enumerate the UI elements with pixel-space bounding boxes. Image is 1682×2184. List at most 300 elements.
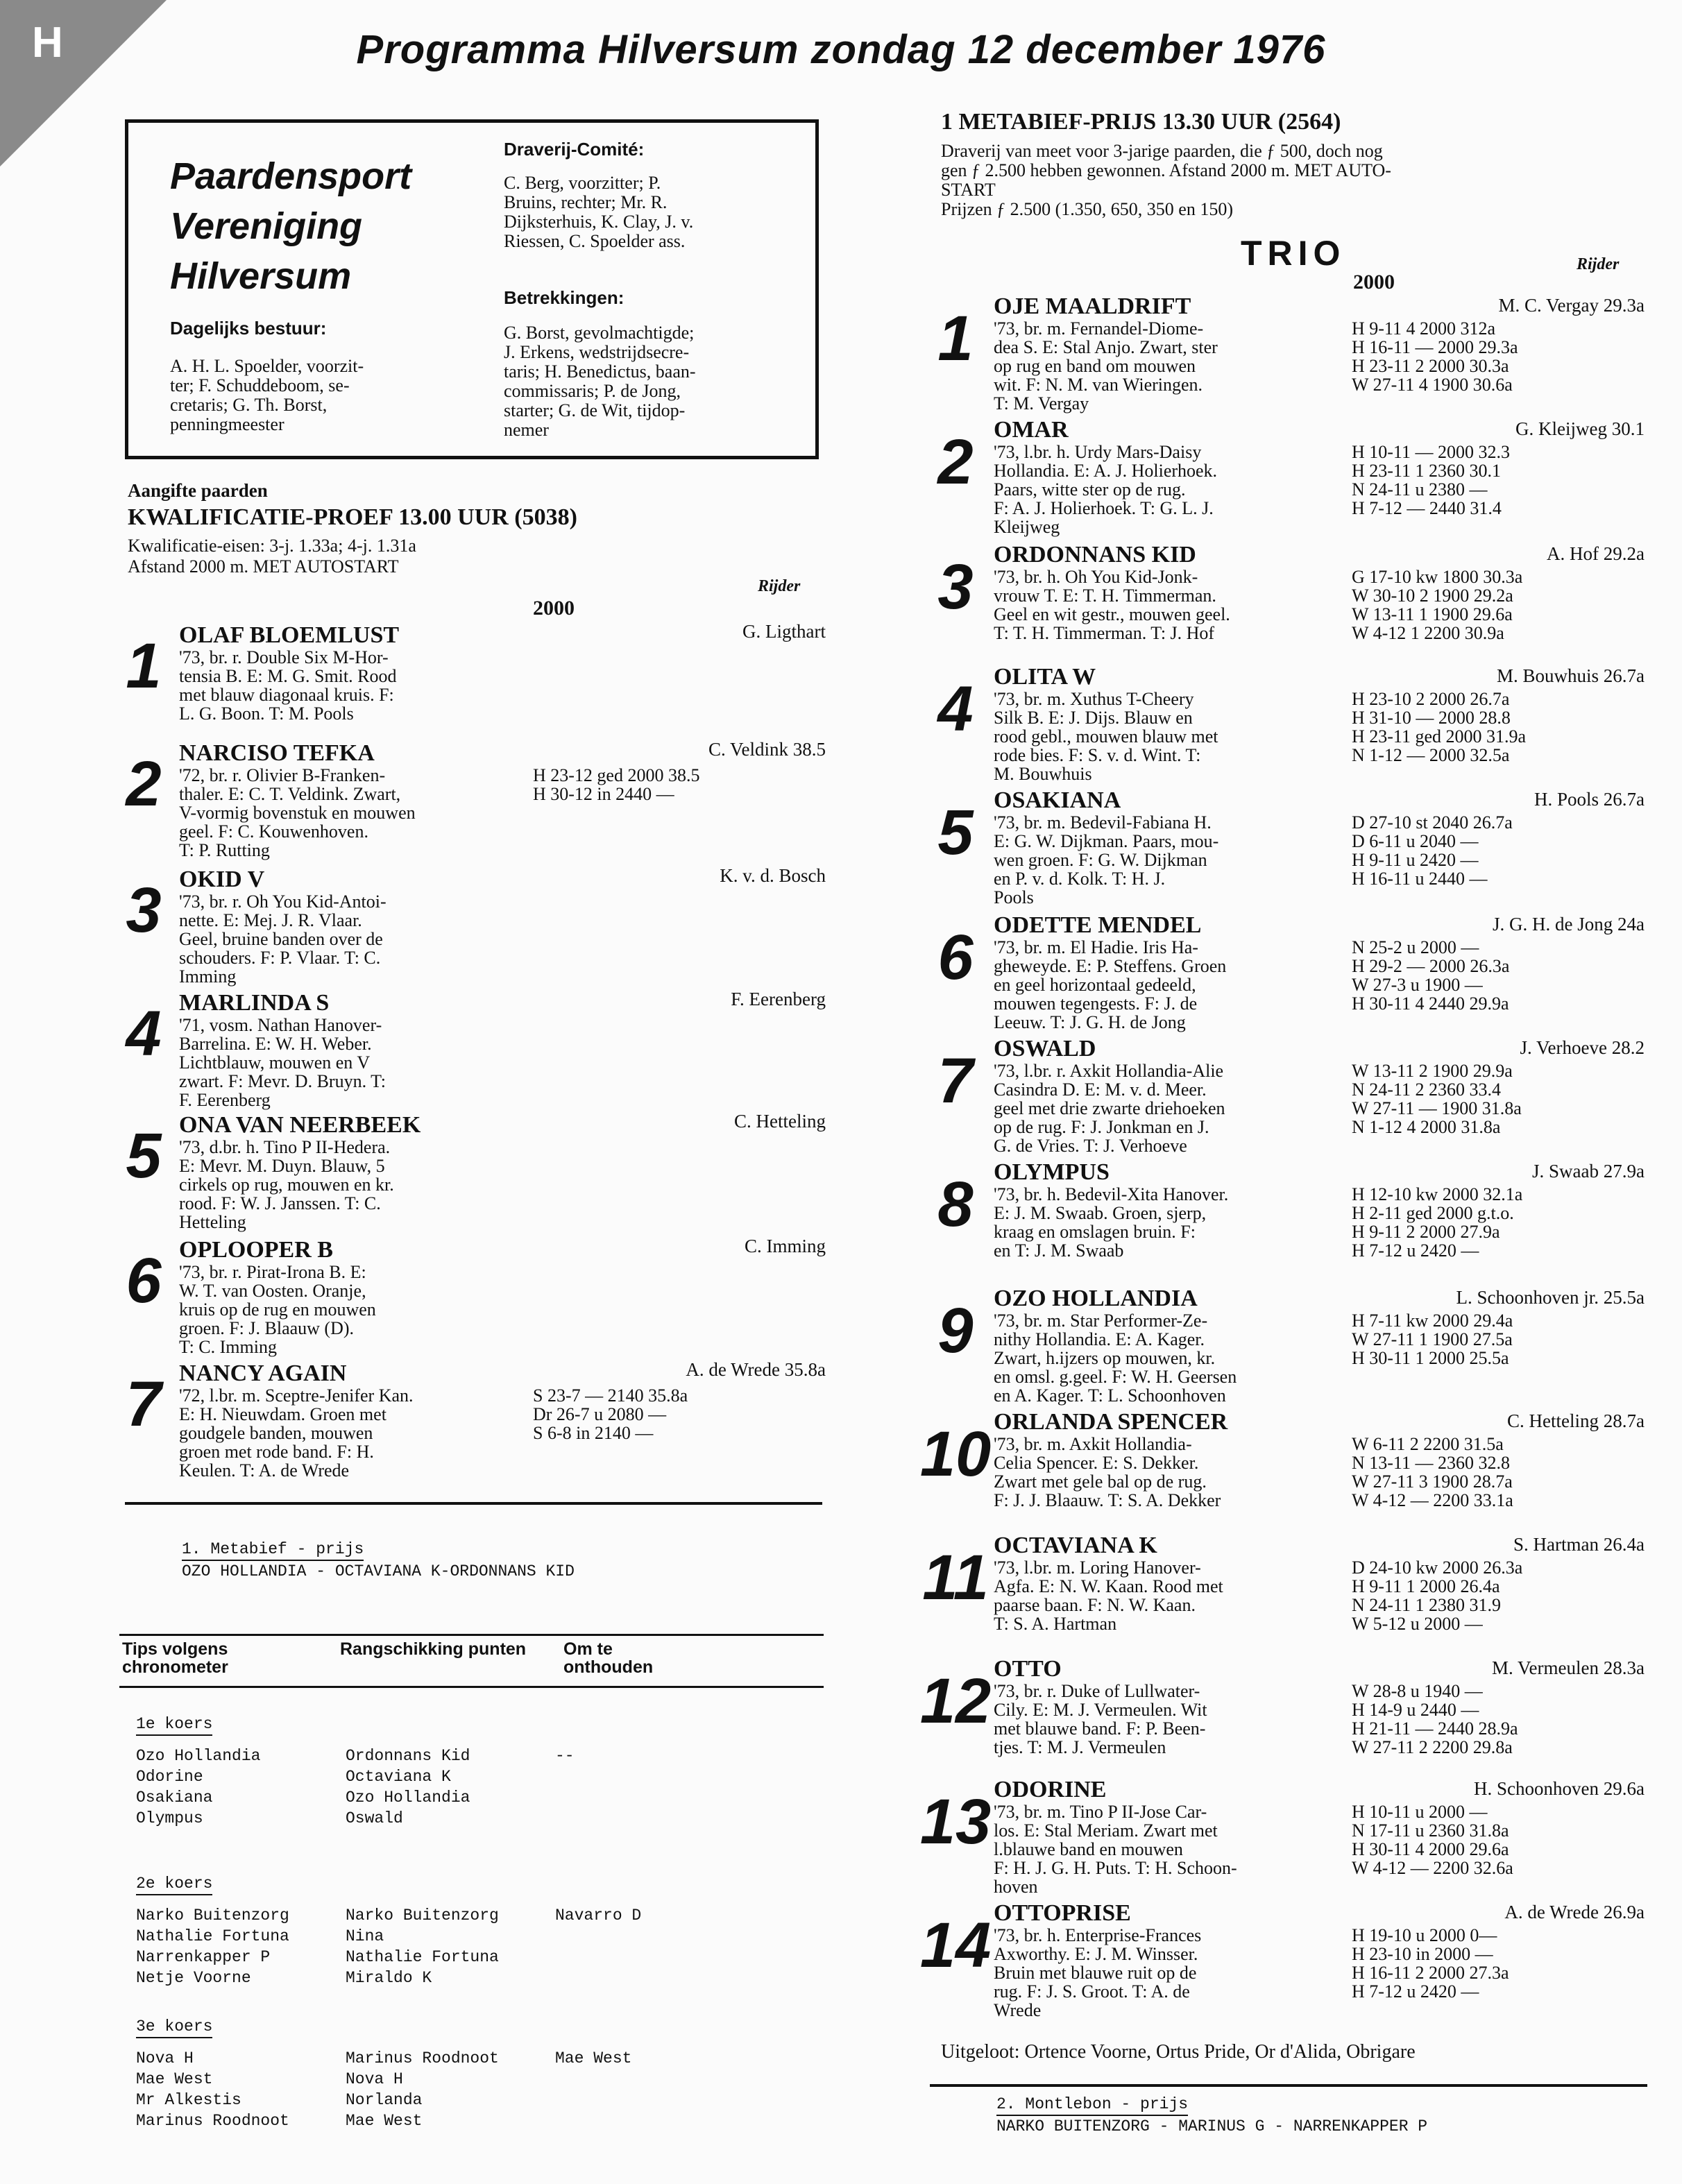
result-line: W 28-8 u 1940 — [1352,1681,1483,1701]
result-line: W 27-11 2 2200 29.8a [1352,1737,1513,1757]
horse-description [994,1682,1207,1757]
tips-column [136,1746,260,1829]
desc-line: met blauwe band. F: P. Been- [994,1718,1206,1739]
desc-line: groen. F: J. Blaauw (D). [179,1318,355,1338]
tips-entry: Osakiana [136,1789,213,1807]
desc-line: op de rug. F: J. Jonkman en J. [994,1117,1209,1137]
result-line: W 5-12 u 2000 — [1352,1614,1483,1634]
desc-line: Barrelina. E: W. H. Weber. [179,1034,372,1054]
horse-number: 10 [919,1419,992,1490]
result-line: H 29-2 — 2000 26.3a [1352,956,1510,976]
result-line: N 24-11 u 2380 — [1352,479,1488,500]
horse-results [533,1386,688,1442]
result-line: H 9-11 1 2000 26.4a [1352,1576,1500,1596]
tips-entry: Marinus Roodnoot [136,2112,289,2130]
race-label-text: 1e koers [136,1714,212,1736]
horse-name: OSWALD [994,1036,1096,1061]
horse-description [994,568,1230,642]
tips-entry: Nina [346,1927,384,1945]
tips-entry: Navarro D [555,1906,642,1925]
result-line: H 19-10 u 2000 0— [1352,1925,1497,1945]
horse-rider: C. Hetteling [734,1111,826,1132]
desc-line: T: T. H. Timmerman. T: J. Hof [994,623,1215,643]
result-line: H 14-9 u 2440 — [1352,1700,1479,1720]
tips-entry: Ozo Hollandia [346,1789,470,1807]
horse-results [1352,938,1509,1013]
tips-header-2: Rangschikking punten [340,1639,527,1659]
horse-name: OLITA W [994,664,1096,690]
result-line: H 7-12 u 2420 — [1352,1981,1479,2002]
tips-column [555,1746,575,1766]
desc-line: Silk B. E: J. Dijs. Blauw en [994,708,1193,728]
desc-line: en omsl. g.geel. F: W. H. Geersen [994,1367,1237,1387]
desc-line: nette. E: Mej. J. R. Vlaar. [179,910,362,930]
horse-results [1352,1061,1522,1136]
result-line: W 27-11 1 1900 27.5a [1352,1329,1513,1349]
result-line: H 23-10 2 2000 26.7a [1352,689,1510,709]
result-line: W 27-11 — 1900 31.8a [1352,1098,1522,1118]
tips-entry: Olympus [136,1809,203,1827]
horse-number: 5 [126,1120,162,1191]
result-line: W 4-12 1 2200 30.9a [1352,623,1504,643]
horse-rider: C. Imming [744,1236,826,1256]
horse-name: NARCISO TEFKA [179,740,375,766]
horse-name: ODETTE MENDEL [994,912,1202,938]
result-line: H 16-11 u 2440 — [1352,869,1488,889]
horse-description [994,1558,1223,1633]
tips-entry: Nova H [136,2049,194,2067]
tips-column [346,1905,499,1988]
desc-line: schouders. F: P. Vlaar. T: C. [179,948,381,968]
horse-name: OTTO [994,1656,1062,1682]
tips-header-3: Om te onthouden [563,1639,654,1677]
left-rijder-label: Rijder [758,577,801,595]
tips-entry: Netje Voorne [136,1969,251,1987]
desc-line: rood. F: W. J. Janssen. T: C. [179,1193,381,1213]
result-line: H 7-12 u 2420 — [1352,1240,1479,1261]
result-line: H 31-10 — 2000 28.8 [1352,708,1511,728]
result-line: H 10-11 — 2000 32.3 [1352,442,1510,462]
tips-entry: Mr Alkestis [136,2091,241,2109]
right-race-info: Draverij van meet voor 3-jarige paarden, die ƒ 500, doch nog gen ƒ 2.500 hebben gewonnen. Afstand 2000 m. MET AUTO- START Prijzen ƒ 2.500 (1.350, 650, 350 en 150) [941,141,1391,219]
desc-line: '73, br. m. Fernandel-Diome- [994,318,1204,339]
desc-line: tjes. T: M. J. Vermeulen [994,1737,1166,1757]
horse-rider: L. Schoonhoven jr. 25.5a [1456,1287,1645,1308]
horse-number: 2 [937,427,974,497]
horse-name: OPLOOPER B [179,1237,333,1263]
horse-rider: F. Eerenberg [731,989,826,1009]
horse-number: 3 [937,552,974,622]
desc-line: Wrede [994,2000,1042,2020]
horse-name: OSAKIANA [994,787,1121,813]
horse-description [994,938,1226,1032]
desc-line: W. T. van Oosten. Oranje, [179,1281,366,1301]
desc-line: goudgele banden, mouwen [179,1423,373,1443]
desc-line: Keulen. T: A. de Wrede [179,1460,350,1481]
horse-number: 3 [126,875,162,946]
desc-line: '73, br. m. Xuthus T-Cheery [994,689,1194,709]
tips-column [136,1905,289,1988]
desc-line: '73, br. m. Tino P II-Jose Car- [994,1802,1207,1822]
horse-description [179,1138,394,1231]
result-line: D 6-11 u 2040 — [1352,831,1479,851]
desc-line: cirkels op rug, mouwen en kr. [179,1175,394,1195]
desc-line: Pools [994,887,1034,907]
horse-rider: K. v. d. Bosch [720,865,826,886]
desc-line: E: Mevr. M. Duyn. Blauw, 5 [179,1156,385,1176]
horse-description [179,892,386,986]
result-line: H 7-12 — 2440 31.4 [1352,498,1502,518]
horse-description [994,1061,1225,1155]
desc-line: F: J. J. Blaauw. T: S. A. Dekker [994,1490,1221,1510]
result-line: W 4-12 — 2200 33.1a [1352,1490,1513,1510]
tips-entry: Miraldo K [346,1969,432,1987]
horse-description [179,1016,386,1109]
result-line: N 24-11 1 2380 31.9 [1352,1595,1501,1615]
tips-column [136,2048,289,2131]
tips-header-rule [119,1686,824,1688]
typed-note-left [182,1539,575,1582]
result-line: N 25-2 u 2000 — [1352,937,1479,957]
tips-column [555,2048,631,2069]
tips-entry: Ordonnans Kid [346,1747,470,1765]
desc-line: '72, br. r. Olivier B-Franken- [179,765,386,785]
desc-line: Celia Spencer. E: S. Dekker. [994,1453,1199,1473]
horse-results [1352,1682,1518,1757]
horse-rider: J. G. H. de Jong 24a [1493,914,1645,935]
desc-line: E: G. W. Dijkman. Paars, mou- [994,831,1219,851]
result-line: W 6-11 2 2200 31.5a [1352,1434,1504,1454]
tips-top-rule [119,1634,824,1636]
horse-name: OLYMPUS [994,1159,1110,1185]
result-line: H 12-10 kw 2000 32.1a [1352,1184,1523,1204]
desc-line: mouwen tegengests. F: J. de [994,993,1198,1014]
desc-line: L. G. Boon. T: M. Pools [179,703,354,724]
race-label [136,1873,212,1895]
result-line: H 30-11 1 2000 25.5a [1352,1348,1509,1368]
club-name-line: Hilversum [170,255,352,297]
result-line: H 9-11 2 2000 27.9a [1352,1222,1500,1242]
desc-line: Geel en wit gestr., mouwen geel. [994,604,1230,624]
desc-line: wen groen. F: G. W. Dijkman [994,850,1207,870]
desc-line: met blauw diagonaal kruis. F: [179,685,394,705]
desc-line: tensia B. E: M. G. Smit. Rood [179,666,397,686]
horse-results [1352,319,1518,394]
desc-line: Kleijweg [994,517,1060,537]
typed-note-title: 2. Montlebon - prijs [996,2094,1188,2116]
desc-line: '73, br. r. Double Six M-Hor- [179,647,389,667]
result-line: W 13-11 2 1900 29.9a [1352,1061,1513,1081]
result-line: S 23-7 — 2140 35.8a [533,1385,688,1406]
horse-rider: H. Schoonhoven 29.6a [1474,1778,1645,1799]
desc-line: F: H. J. G. H. Puts. T: H. Schoon- [994,1858,1237,1878]
race-label-text: 2e koers [136,1873,212,1895]
desc-line: T: C. Imming [179,1337,277,1357]
desc-line: '73, br. m. Star Performer-Ze- [994,1311,1208,1331]
desc-line: '73, br. h. Enterprise-Frances [994,1925,1202,1945]
horse-results [1352,1802,1513,1877]
desc-line: T: P. Rutting [179,840,270,860]
tips-header-1: Tips volgens chronometer [122,1639,228,1677]
horse-results [1352,1926,1509,2001]
desc-line: M. Bouwhuis [994,764,1092,784]
typed-note-line: OZO HOLLANDIA - OCTAVIANA K-ORDONNANS KID [182,1562,575,1580]
tips-entry: Mae West [555,2049,632,2067]
desc-line: F: A. J. Holierhoek. T: G. L. J. [994,498,1214,518]
result-line: W 27-11 4 1900 30.6a [1352,375,1513,395]
horse-number: 2 [126,749,162,819]
bestuur-title: Dagelijks bestuur: [170,318,327,339]
horse-results [1352,690,1526,765]
result-line: N 1-12 — 2000 32.5a [1352,745,1510,765]
horse-description [994,443,1217,536]
desc-line: en geel horizontaal gedeeld, [994,975,1196,995]
comite-title: Draverij-Comité: [504,139,645,160]
desc-line: G. de Vries. T: J. Verhoeve [994,1136,1187,1156]
tips-entry: Narrenkapper P [136,1948,271,1966]
horse-results [1352,813,1513,888]
desc-line: Zwart, h.ijzers op mouwen, kr. [994,1348,1216,1368]
horse-description [179,1263,376,1356]
horse-rider: A. Hof 29.2a [1547,543,1645,564]
club-name [170,151,411,301]
horse-rider: A. de Wrede 26.9a [1504,1902,1645,1922]
desc-line: '73, br. r. Pirat-Irona B. E: [179,1262,366,1282]
desc-line: '73, br. r. Duke of Lullwater- [994,1681,1200,1701]
result-line: H 16-11 — 2000 29.3a [1352,337,1518,357]
desc-line: en P. v. d. Kolk. T: H. J. [994,869,1166,889]
horse-results [1352,568,1522,642]
horse-name: OTTOPRISE [994,1900,1131,1926]
desc-line: en T: J. M. Swaab [994,1240,1124,1261]
horse-name: MARLINDA S [179,990,330,1016]
tips-entry: Odorine [136,1768,203,1786]
desc-line: Axworthy. E: J. M. Winsser. [994,1944,1198,1964]
desc-line: Leeuw. T: J. G. H. de Jong [994,1012,1186,1032]
tips-entry: Narko Buitenzorg [136,1906,289,1925]
desc-line: '72, l.br. m. Sceptre-Jenifer Kan. [179,1385,414,1406]
result-line: N 1-12 4 2000 31.8a [1352,1117,1501,1137]
tips-entry: Marinus Roodnoot [346,2049,499,2067]
result-line: D 24-10 kw 2000 26.3a [1352,1558,1523,1578]
desc-line: rood gebl., mouwen blauw met [994,726,1218,747]
tips-entry: Octaviana K [346,1768,451,1786]
horse-number: 1 [937,303,974,374]
result-line: H 23-11 1 2360 30.1 [1352,461,1501,481]
trio-label: TRIO [1241,234,1346,273]
desc-line: '73, br. r. Oh You Kid-Antoi- [179,891,386,912]
horse-name: NANCY AGAIN [179,1360,347,1386]
race-label [136,1714,212,1736]
desc-line: '73, br. h. Bedevil-Xita Hanover. [994,1184,1229,1204]
aangifte-label: Aangifte paarden [128,480,268,501]
desc-line: gheweyde. E: P. Steffens. Groen [994,956,1227,976]
left-distance: 2000 [533,597,575,620]
tips-entry: Mae West [136,2070,213,2088]
desc-line: vrouw T. E: T. H. Timmerman. [994,586,1216,606]
result-line: H 30-11 4 2440 29.9a [1352,993,1509,1014]
desc-line: Lichtblauw, mouwen en V [179,1052,371,1073]
horse-rider: C. Hetteling 28.7a [1507,1410,1645,1431]
bestuur-text: A. H. L. Spoelder, voorzit- ter; F. Schuddeboom, se- cretaris; G. Th. Borst, penningmeester [170,356,364,434]
club-name-line: Paardensport [170,155,412,197]
desc-line: geel met drie zwarte driehoeken [994,1098,1225,1118]
horse-description [179,766,416,860]
club-name-line: Vereniging [170,205,363,247]
horse-rider: S. Hartman 26.4a [1513,1534,1645,1555]
tips-entry: Nathalie Fortuna [136,1927,289,1945]
result-line: G 17-10 kw 1800 30.3a [1352,567,1523,587]
horse-rider: M. Vermeulen 28.3a [1492,1657,1645,1678]
left-race-info: Kwalificatie-eisen: 3-j. 1.33a; 4-j. 1.31a Afstand 2000 m. MET AUTOSTART [128,536,416,577]
desc-line: '73, br. m. El Hadie. Iris Ha- [994,937,1198,957]
divider-right [930,2084,1647,2087]
right-distance: 2000 [1353,271,1395,293]
desc-line: '73, l.br. r. Axkit Hollandia-Alie [994,1061,1224,1081]
horse-number: 6 [937,922,974,993]
right-rijder-label: Rijder [1577,255,1620,273]
desc-line: kruis op de rug en mouwen [179,1299,376,1320]
horse-rider: G. Kleijweg 30.1 [1515,418,1645,439]
horse-description [994,1435,1221,1510]
desc-line: E: H. Nieuwdam. Groen met [179,1404,386,1424]
right-race-heading: 1 METABIEF-PRIJS 13.30 UUR (2564) [941,109,1341,135]
horse-description [994,1185,1228,1260]
desc-line: kraag en omslagen bruin. F: [994,1222,1196,1242]
result-line: W 27-3 u 1900 — [1352,975,1483,995]
desc-line: paarse baan. F: N. W. Kaan. [994,1595,1196,1615]
horse-rider: J. Verhoeve 28.2 [1520,1037,1645,1058]
desc-line: thaler. E: C. T. Veldink. Zwart, [179,784,401,804]
horse-number: 8 [937,1169,974,1240]
horse-description [994,1926,1201,2020]
horse-name: OJE MAALDRIFT [994,293,1191,319]
horse-number: 12 [919,1666,992,1737]
desc-line: l.blauwe band en mouwen [994,1839,1183,1859]
tips-column [555,1905,641,1926]
desc-line: los. E: Stal Meriam. Zwart met [994,1820,1218,1841]
desc-line: nithy Hollandia. E: A. Kager. [994,1329,1205,1349]
result-line: H 30-12 in 2440 — [533,784,674,804]
race-label-text: 3e koers [136,2016,212,2038]
horse-rider: M. C. Vergay 29.3a [1498,295,1645,316]
desc-line: rug. F: J. S. Groot. T: A. de [994,1981,1190,2002]
uitgeloot: Uitgeloot: Ortence Voorne, Ortus Pride, Or d'Alida, Obrigare [941,2041,1416,2063]
horse-number: 9 [937,1295,974,1366]
desc-line: wit. F: N. M. van Wieringen. [994,375,1203,395]
tips-entry: Nova H [346,2070,403,2088]
horse-name: OKID V [179,867,265,892]
tips-entry: Narko Buitenzorg [346,1906,499,1925]
tips-column [346,2048,499,2131]
horse-description [994,319,1218,413]
horse-description [179,1386,414,1480]
horse-name: ODORINE [994,1777,1107,1802]
horse-number: 7 [937,1046,974,1116]
result-line: H 23-11 2 2000 30.3a [1352,356,1509,376]
result-line: H 9-11 4 2000 312a [1352,318,1496,339]
desc-line: geel. F: C. Kouwenhoven. [179,821,368,842]
desc-line: zwart. F: Mevr. D. Bruyn. T: [179,1071,386,1091]
horse-number: 7 [126,1369,162,1440]
tips-entry: Mae West [346,2112,423,2130]
desc-line: Imming [179,966,237,987]
betrekkingen-text: G. Borst, gevolmachtigde; J. Erkens, wedstrijdsecre- taris; H. Benedictus, baan- commissaris; P. de Jong, starter; G. de Wit, tijdop- nemer [504,323,696,440]
desc-line: op rug en band om mouwen [994,356,1196,376]
desc-line: Cily. E: M. J. Vermeulen. Wit [994,1700,1207,1720]
horse-results [533,766,699,803]
tips-entry: -- [555,1747,575,1765]
horse-rider: G. Ligthart [742,621,826,642]
result-line: H 23-10 in 2000 — [1352,1944,1493,1964]
horse-description [179,648,396,723]
result-line: H 23-12 ged 2000 38.5 [533,765,700,785]
horse-description [994,813,1218,907]
horse-number: 5 [937,797,974,868]
race-label [136,2016,212,2038]
horse-number: 4 [126,998,162,1069]
horse-rider: M. Bouwhuis 26.7a [1496,665,1645,686]
tips-entry: Oswald [346,1809,403,1827]
desc-line: Hetteling [179,1212,246,1232]
desc-line: E: J. M. Swaab. Groen, sjerp, [994,1203,1207,1223]
horse-number: 13 [919,1786,992,1857]
horse-number: 4 [937,674,974,744]
result-line: H 2-11 ged 2000 g.t.o. [1352,1203,1514,1223]
horse-results [1352,443,1510,518]
desc-line: Casindra D. E: M. v. d. Meer. [994,1080,1207,1100]
result-line: H 30-11 4 2000 29.6a [1352,1839,1509,1859]
result-line: H 16-11 2 2000 27.3a [1352,1963,1509,1983]
desc-line: dea S. E: Stal Anjo. Zwart, ster [994,337,1218,357]
horse-results [1352,1435,1513,1510]
tips-entry: Norlanda [346,2091,423,2109]
horse-results [1352,1185,1522,1260]
horse-name: OCTAVIANA K [994,1533,1157,1558]
desc-line: groen met rode band. F: H. [179,1442,374,1462]
desc-line: F. Eerenberg [179,1090,271,1110]
horse-results [1352,1558,1522,1633]
horse-name: ORDONNANS KID [994,542,1196,568]
desc-line: en A. Kager. T: L. Schoonhoven [994,1385,1226,1406]
page-title: Programma Hilversum zondag 12 december 1976 [356,27,1326,72]
horse-description [994,690,1218,783]
divider [125,1502,822,1505]
desc-line: '73, br. m. Axkit Hollandia- [994,1434,1192,1454]
desc-line: T: S. A. Hartman [994,1614,1117,1634]
result-line: H 9-11 u 2420 — [1352,850,1479,870]
desc-line: hoven [994,1877,1038,1897]
horse-name: OLAF BLOEMLUST [179,622,400,648]
desc-line: rode bies. F: S. v. d. Wint. T: [994,745,1201,765]
result-line: N 17-11 u 2360 31.8a [1352,1820,1509,1841]
horse-results [1352,1311,1513,1367]
result-line: N 24-11 2 2360 33.4 [1352,1080,1501,1100]
result-line: W 4-12 — 2200 32.6a [1352,1858,1513,1878]
result-line: H 7-11 kw 2000 29.4a [1352,1311,1513,1331]
typed-note-right [996,2094,1427,2137]
horse-name: ONA VAN NEERBEEK [179,1112,421,1138]
desc-line: '73, l.br. h. Urdy Mars-Daisy [994,442,1202,462]
desc-line: Zwart met gele bal op de rug. [994,1471,1207,1492]
desc-line: '71, vosm. Nathan Hanover- [179,1015,382,1035]
result-line: W 27-11 3 1900 28.7a [1352,1471,1513,1492]
result-line: W 30-10 2 1900 29.2a [1352,586,1513,606]
desc-line: Paars, witte ster op de rug. [994,479,1186,500]
horse-number: 11 [922,1542,989,1613]
desc-line: '73, br. m. Bedevil-Fabiana H. [994,812,1212,833]
horse-number: 14 [919,1910,992,1981]
